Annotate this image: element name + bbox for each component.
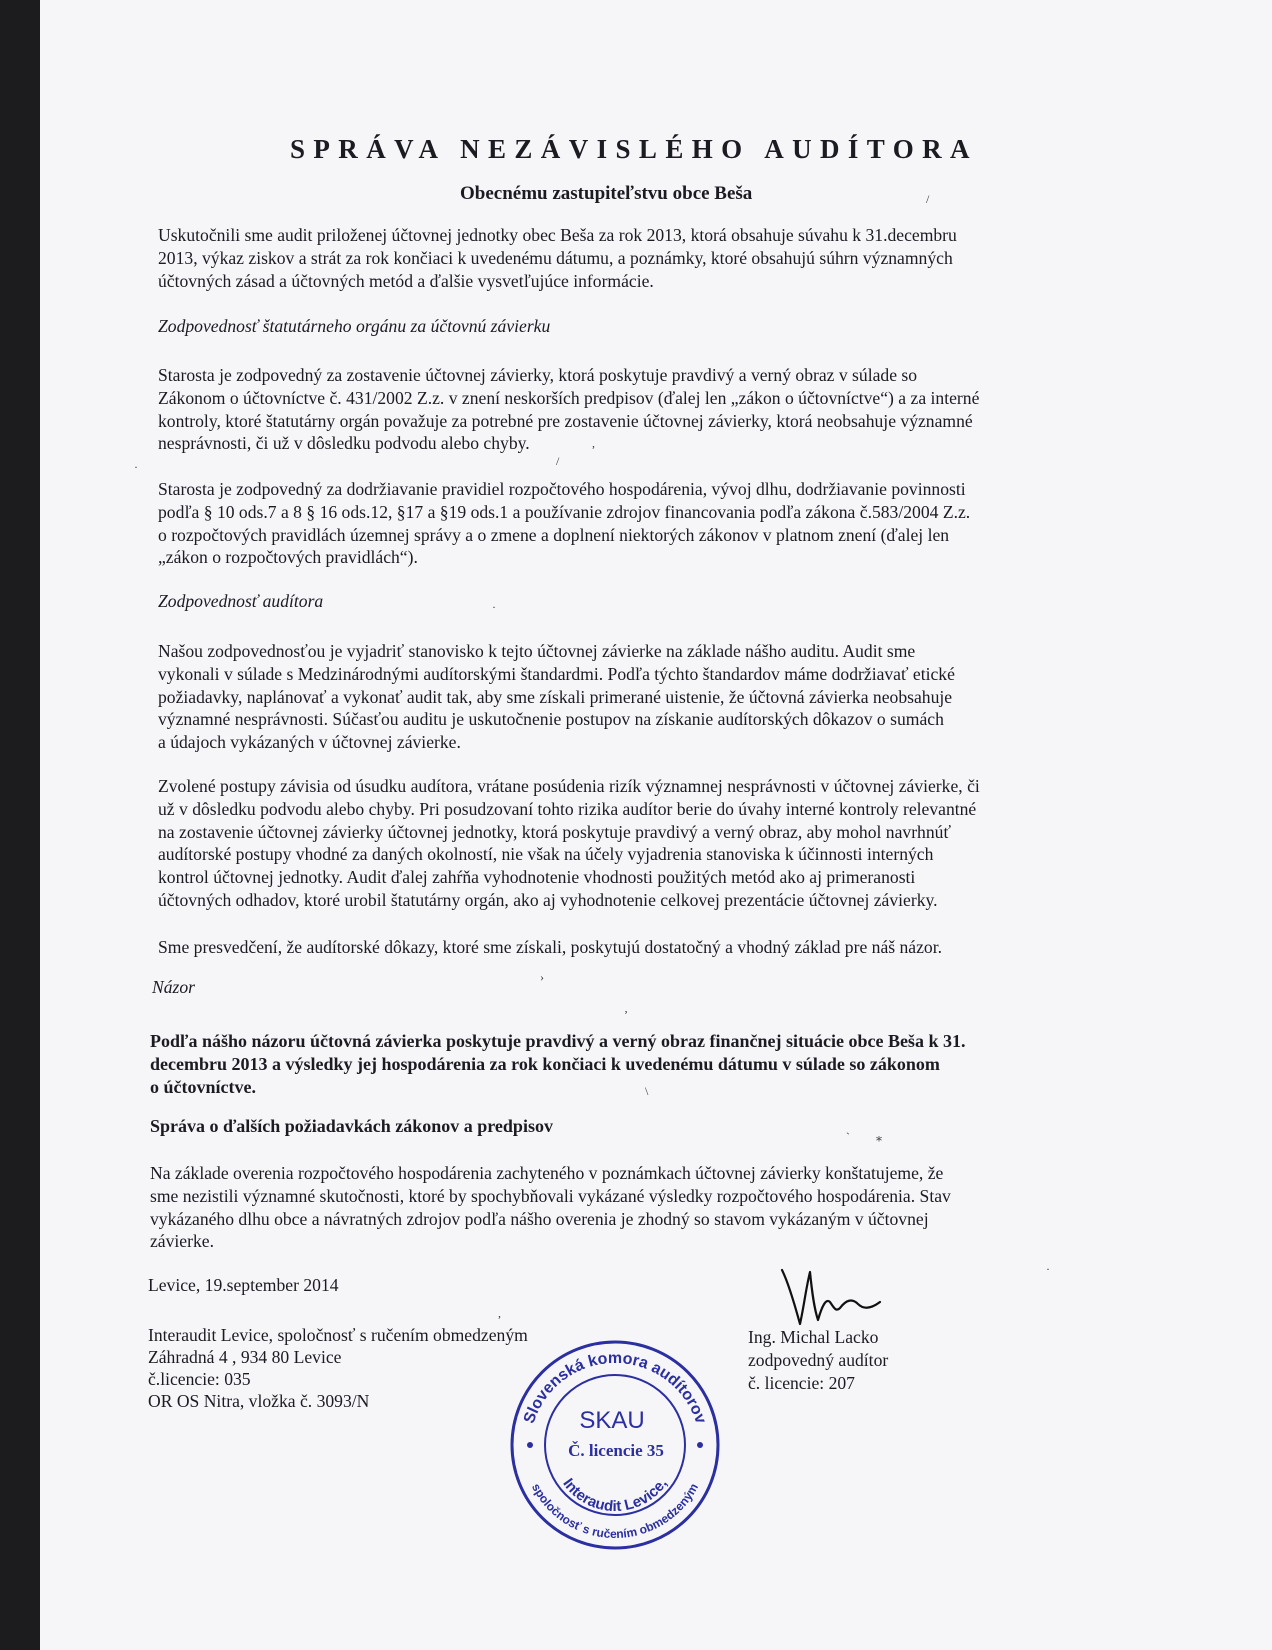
statutory-paragraph-2 [158, 478, 1098, 569]
text-line: Podľa nášho názoru účtovná závierka poskytuje pravdivý a verný obraz finančnej situácie obce Beša k 31. [150, 1031, 966, 1051]
firm-address: Záhradná 4 , 934 80 Levice [148, 1347, 342, 1367]
scan-border [0, 0, 40, 1650]
text-line: 2013, výkaz ziskov a strát za rok končiaci k uvedenému dátumu, a poznámky, ktoré obsahujú súhrn významných [158, 247, 953, 268]
text-line: Uskutočnili sme audit priloženej účtovnej jednotky obec Beša za rok 2013, ktorá obsahuje súvahu k 31.decembru [158, 225, 957, 245]
text-line: vykonali v súlade s Medzinárodnými audítorskými štandardmi. Podľa týchto štandardov máme dodržiavať etické [158, 663, 955, 684]
text-line: Našou zodpovednosťou je vyjadriť stanovisko k tejto účtovnej závierke na základe nášho auditu. Audit sme [158, 641, 916, 661]
section-heading-auditor: Zodpovednosť audítora [158, 591, 324, 611]
text-line: vykázaného dlhu obce a návratných zdrojov podľa nášho overenia je zhodný so stavom vykázaným v účtovnej [150, 1208, 929, 1229]
text-line: Starosta je zodpovedný za zostavenie účtovnej závierky, ktorá poskytuje pravdivý a verný obraz v súlade so [158, 365, 918, 385]
auditor-license: č. licencie: 207 [748, 1373, 855, 1393]
stamp-outer-top-text: Slovenská komora audítorov [520, 1349, 710, 1426]
text-line: podľa § 10 ods.7 a 8 § 16 ods.12, §17 a §19 ods.1 a používanie zdrojov financovania podľa zákona č.583/2004 Z.z. [158, 501, 971, 522]
text-line: Na základe overenia rozpočtového hospodárenia zachyteného v poznámkach účtovnej závierky konštatujeme, že [150, 1163, 944, 1183]
auditor-role: zodpovedný audítor [748, 1350, 889, 1370]
text-line: významné nesprávnosti. Súčasťou auditu je uskutočnenie postupov na získanie audítorských dôkazov o sumách [158, 709, 944, 730]
text-line: Starosta je zodpovedný za dodržiavanie pravidiel rozpočtového hospodárenia, vývoj dlhu, dodržiavanie povinnosti [158, 479, 966, 499]
scanned-document: SPRÁVA NEZÁVISLÉHO AUDÍTORA Obecnému zastupiteľstvu obce Beša Uskutočnili sme audit priloženej účtovnej jednotky obec Beša za rok 2013, ktorá obsahuje súvahu k 31.decembru 2013, výkaz ziskov a strát za rok končiaci k uvedenému dátumu, a poznámky, ktoré obsahujú súhrn významných účtovných zásad a účtovných metód a ďalšie vysvetľujúce informácie. Zodpovednosť štatutárneho orgánu za účtovnú závierku Starosta je zodpovedný za zostavenie účtovnej závierky, ktorá poskytuje pravdivý a verný obraz v súlade so Zákonom o účtovníctve č. 431/2002 Z.z. v znení neskorších predpisov (ďalej len „zákon o účtovníctve“) a za interné kontroly, ktoré štatutárny orgán považuje za potrebné pre zostavenie účtovnej závierky, ktorá neobsahuje významné nesprávnosti, či už v dôsledku podvodu alebo chyby. Starosta je zodpovedný za dodržiavanie pravidiel rozpočtového hospodárenia, vývoj dlhu, dodržiavanie povinnosti podľa § 10 ods.7 a 8 § 16 ods.12, §17 a §19 ods.1 a používanie zdrojov financovania podľa zákona č.583/2004 Z.z. o rozpočtových pravidlách územnej správy a o zmene a doplnení niektorých zákonov v platnom znení (ďalej len „zákon o rozpočtových pravidlách“). Zodpovednosť audítora Našou zodpovednosťou je vyjadriť stanovisko k tejto účtovnej závierke na základe nášho auditu. Audit sme vykonali v súlade s Medzinárodnými audítorskými štandardmi. Podľa týchto štandardov máme dodržiavať etické požiadavky, naplánovať a vykonať audit tak, aby sme získali primerané uistenie, že účtovná závierka neobsahuje významné nesprávnosti. Súčasťou auditu je uskutočnenie postupov na získanie audítorských dôkazov o sumách a údajoch vykázaných v účtovnej závierke. Zvolené postupy závisia od úsudku audítora, vrátane posúdenia rizík významnej nesprávnosti v účtovnej závierke, či už v dôsledku podvodu alebo chyby. Pri posudzovaní tohto rizika audítor berie do úvahy interné kontroly relevantné na zostavenie účtovnej závierky účtovnej jednotky, ktorá poskytuje pravdivý a verný obraz, aby mohol navrhnúť audítorské postupy vhodné za daných okolností, nie však na účely vyjadrenia stanoviska k účinnosti interných kontrol účtovnej jednotky. Audit ďalej zahŕňa vyhodnotenie vhodnosti použitých metód ako aj primeranosti účtovných odhadov, ktoré urobil štatutárny orgán, ako aj vyhodnotenie celkovej prezentácie účtovnej závierky. Sme presvedčení, že audítorské dôkazy, ktoré sme získali, poskytujú dostatočný a vhodný základ pre náš názor. Názor Podľa nášho názoru účtovná závierka poskytuje pravdivý a verný obraz finančnej situácie obce Beša k 31. decembru 2013 a výsledky jej hospodárenia za rok končiaci k uvedenému dátumu v súlade so zákonom o účtovníctve. Správa o ďalších požiadavkách zákonov a predpisov Na základe overenia rozpočtového hospodárenia zachyteného v poznámkach účtovnej závierky konštatujeme, že sme nezistili významné skutočnosti, ktoré by spochybňovali vykázané výsledky rozpočtového hospodárenia. Stav vykázaného dlhu obce a návratných zdrojov podľa nášho overenia je zhodný so stavom vykázaným v účtovnej závierke. Levice, 19.september 2014 Interaudit Levice, spoločnosť s ručením obmedzeným Záhradná 4 , 934 80 Levice č.licencie: 035 OR OS Nitra, vložka č. 3093/N Ing. Michal Lacko zodpovedný audítor č. licencie: 207 Slovenská komora audítorov spoločnosť s ručením obmedzeným Interaudit Levice, SKAU Č. licencie 35 / · , / · › ʼ \ ˋ ⁎ · , [0, 0, 1272, 1650]
text-line: o účtovníctve. [150, 1077, 256, 1097]
text-line: decembru 2013 a výsledky jej hospodárenia za rok končiaci k uvedenému dátumu v súlade so zákonom [150, 1054, 940, 1074]
text-line: na zostavenie účtovnej závierky účtovnej jednotky, ktorá poskytuje pravdivý a verný obraz, aby mohol navrhnúť [158, 821, 951, 842]
text-line: Zvolené postupy závisia od úsudku audítora, vrátane posúdenia rizík významnej nesprávnosti v účtovnej závierke, či [158, 776, 980, 796]
text-line: závierke. [150, 1231, 214, 1252]
auditor-details [748, 1326, 888, 1395]
signature-icon [776, 1262, 886, 1332]
text-line: audítorské postupy vhodné za daných okolností, nie však na účely vyjadrenia stanoviska k účinnosti interných [158, 844, 934, 865]
firm-register: OR OS Nitra, vložka č. 3093/N [148, 1391, 370, 1411]
stamp-outer-bottom-text: spoločnosť s ručením obmedzeným [528, 1480, 702, 1542]
firm-name: Interaudit Levice, spoločnosť s ručením obmedzeným [148, 1325, 528, 1345]
text-line: „zákon o rozpočtových pravidlách“). [158, 547, 418, 568]
auditor-name: Ing. Michal Lacko [748, 1327, 879, 1347]
section-heading-statutory: Zodpovednosť štatutárneho orgánu za účtovnú závierku [158, 316, 551, 336]
section-heading-other-requirements: Správa o ďalších požiadavkách zákonov a predpisov [150, 1116, 553, 1136]
document-title: SPRÁVA NEZÁVISLÉHO AUDÍTORA [290, 134, 978, 164]
firm-license: č.licencie: 035 [148, 1369, 251, 1389]
text-line: nesprávnosti, či už v dôsledku podvodu alebo chyby. [158, 433, 530, 454]
document-addressee: Obecnému zastupiteľstvu obce Beša [460, 183, 753, 204]
auditor-paragraph-3: Sme presvedčení, že audítorské dôkazy, ktoré sme získali, poskytujú dostatočný a vhodný základ pre náš názor. [158, 937, 942, 957]
stamp-seal-icon [508, 1338, 722, 1552]
statutory-paragraph-1 [158, 364, 1098, 455]
section-heading-opinion: Názor [152, 977, 196, 997]
text-line: Zákonom o účtovníctve č. 431/2002 Z.z. v znení neskorších predpisov (ďalej len „zákon o účtovníctve“) a za interné [158, 387, 980, 408]
stamp-abbrev: SKAU [579, 1407, 645, 1434]
stamp-license: Č. licencie 35 [568, 1441, 664, 1460]
text-line: požiadavky, naplánovať a vykonať audit tak, aby sme získali primerané uistenie, že účtovná závierka neobsahuje [158, 686, 953, 707]
other-requirements-paragraph [150, 1162, 1096, 1253]
text-line: účtovných odhadov, ktoré urobil štatutárny orgán, ako aj vyhodnotenie celkovej prezentácie účtovnej závierky. [158, 889, 938, 910]
stamp-inner-bottom-text: Interaudit Levice, [559, 1475, 671, 1516]
text-line: o rozpočtových pravidlách územnej správy a o zmene a doplnení niektorých zákonov v platnom znení (ďalej len [158, 524, 950, 545]
text-line: sme nezistili významné skutočnosti, ktoré by spochybňovali vykázané výsledky rozpočtového hospodárenia. Stav [150, 1185, 951, 1206]
auditor-paragraph-1 [158, 640, 1098, 754]
text-line: a údajoch vykázaných v účtovnej závierke. [158, 732, 461, 753]
text-line: kontrol účtovnej jednotky. Audit ďalej zahŕňa vyhodnotenie vhodnosti použitých metód ako aj primeranosti [158, 867, 916, 888]
intro-paragraph [158, 224, 1098, 292]
place-and-date: Levice, 19.september 2014 [148, 1275, 339, 1295]
text-line: kontroly, ktoré štatutárny orgán považuje za potrebné pre zostavenie účtovnej závierky, ktorá neobsahuje významné [158, 410, 973, 431]
opinion-paragraph [150, 1030, 1096, 1099]
auditor-paragraph-2 [158, 775, 1098, 912]
text-line: už v dôsledku podvodu alebo chyby. Pri posudzovaní tohto rizika audítor berie do úvahy interné kontroly relevantné [158, 798, 977, 819]
firm-details [148, 1324, 528, 1412]
text-line: účtovných zásad a účtovných metód a ďalšie vysvetľujúce informácie. [158, 270, 654, 291]
